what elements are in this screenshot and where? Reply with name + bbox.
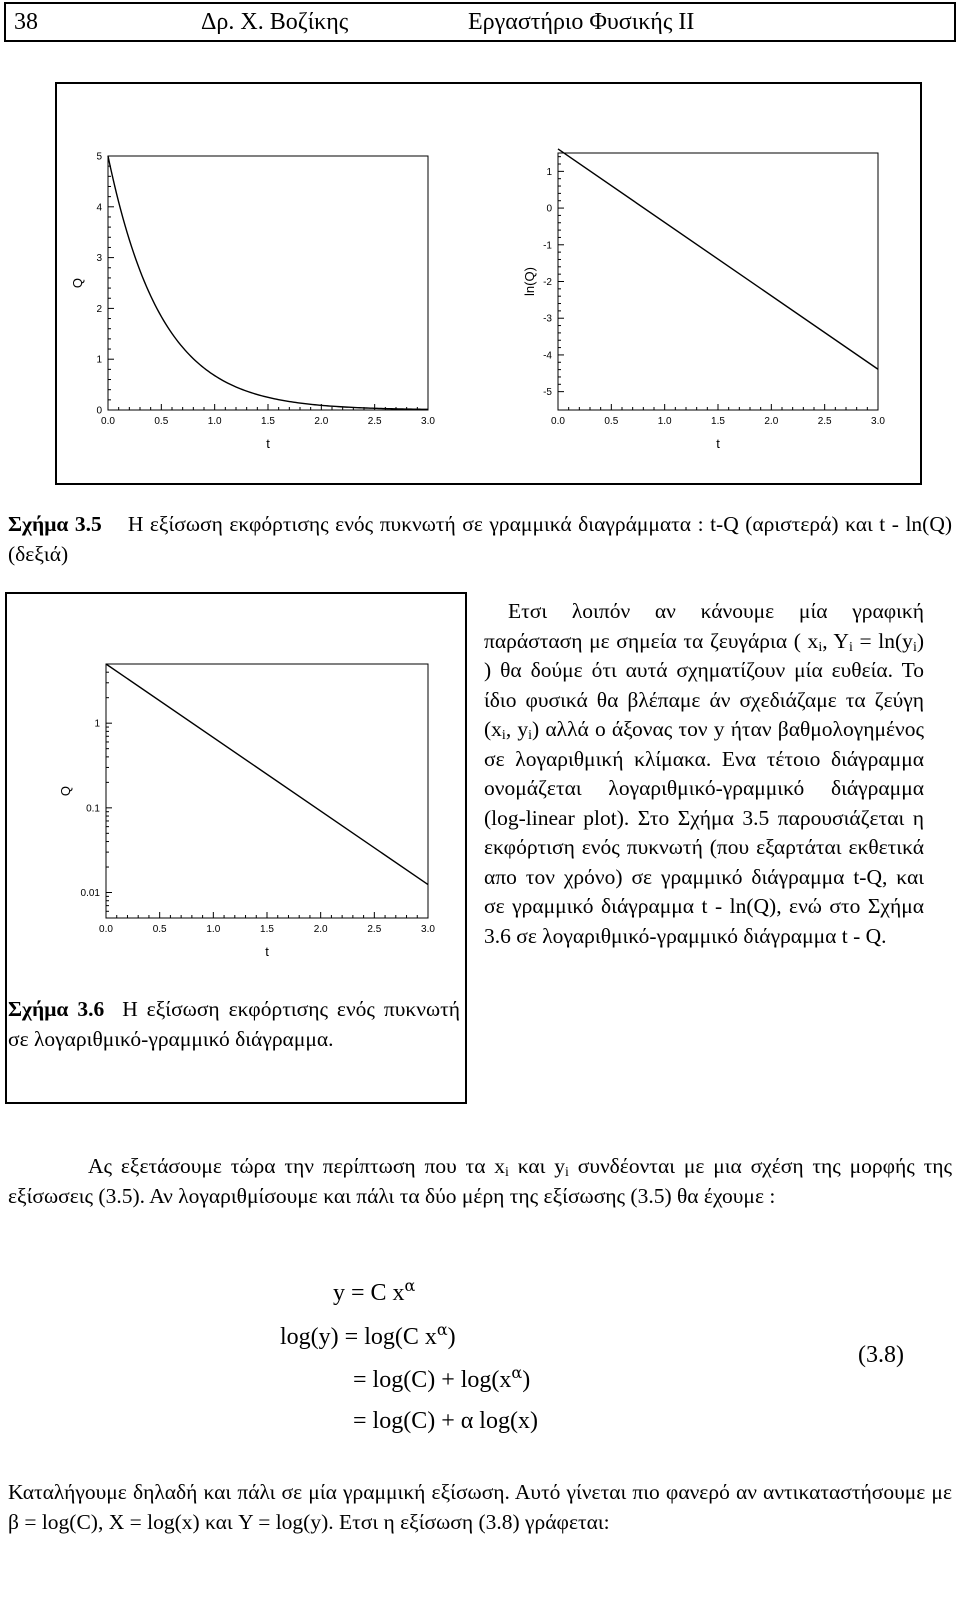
x-tick-label: 2.5 (367, 924, 382, 935)
x-tick-label: 1.5 (260, 924, 274, 935)
y-tick-label: 2 (96, 303, 102, 315)
plot-frame (108, 156, 428, 410)
y-tick-label: 0.1 (86, 803, 100, 815)
x-tick-label: 1.0 (206, 924, 221, 935)
y-tick-label: 3 (96, 253, 102, 265)
y-tick-label: -3 (543, 313, 552, 325)
equation-number: (3.8) (858, 1342, 904, 1368)
y-tick-label: 1 (546, 166, 552, 178)
y-tick-label: -5 (543, 387, 552, 399)
chart-t-q-loglinear (10, 648, 450, 968)
x-tick-label: 0.0 (101, 416, 115, 427)
equation-line-2: log(y) = log(C $x^\alpha$) (280, 1320, 456, 1350)
figure-3-6-label: Σχήμα 3.6 (8, 997, 105, 1021)
x-tick-label: 1.5 (711, 416, 725, 427)
y-tick-label: -2 (543, 277, 552, 288)
page-number: 38 (14, 9, 38, 35)
x-tick-label: 0.0 (551, 416, 565, 427)
x-tick-label: 0.5 (152, 924, 167, 935)
y-tick-label: 5 (96, 151, 102, 163)
y-tick-label: 0 (96, 405, 102, 417)
x-axis-label: t (716, 436, 720, 451)
x-tick-label: 2.5 (367, 416, 382, 427)
x-tick-label: 3.0 (421, 416, 435, 427)
series-line (106, 664, 428, 885)
equation-line-3: = $\log(C) + \log(x^\alpha)$ (353, 1363, 531, 1393)
chart-t-lnq (510, 140, 900, 460)
y-tick-label: 0 (546, 203, 552, 215)
book-title: Εργαστήριο Φυσικής ΙΙ (468, 9, 695, 35)
figure-3-5-label: Σχήμα 3.5 (8, 512, 102, 536)
y-axis-label: Q (58, 785, 73, 797)
y-tick-label: 1 (96, 354, 102, 366)
y-tick-label: 1 (94, 718, 100, 730)
x-tick-label: 1.0 (657, 416, 672, 427)
y-axis-label: Q (70, 277, 85, 289)
x-tick-label: 0.5 (604, 416, 619, 427)
x-tick-label: 3.0 (871, 416, 885, 427)
y-tick-label: 4 (96, 202, 102, 214)
figure-3-5-caption (8, 510, 952, 569)
figure-3-5-text: Η εξίσωση εκφόρτισης ενός πυκνωτή σε γραμμικά διαγράμματα : t-Q (αριστερά) και t - ln(Q) (δεξιά) (8, 512, 953, 566)
figure-3-6-caption (8, 995, 460, 1054)
equation-line-4: = log(C) + α log(x) (353, 1408, 538, 1434)
figure-3-6-text: Η εξίσωση εκφόρτισης ενός πυκνωτή σε λογαριθμικό-γραμμικό διάγραμμα. (8, 997, 461, 1051)
x-tick-label: 0.0 (99, 924, 113, 935)
y-tick-label: -1 (543, 240, 552, 252)
x-tick-label: 2.0 (313, 924, 328, 935)
chart-t-q-linear (60, 140, 450, 460)
x-axis-label: t (265, 944, 269, 959)
paragraph-loglinear: Ετσι λοιπόν αν κάνουμε μία γραφική παράσταση με σημεία τα ζευγάρια ( $x_i$, $Y_i = \ln(y_i)$ ) θα δούμε ότι αυτά σχηματίζουν μία ευθεία. Το ίδιο φυσικά θα βλέπαμε άν σχεδιάζαμε τα ζεύγη ($x_i$, $y_i$) αλλά ο άξονας τον y ήταν βαθμολογημένος σε λογαριθμική κλίμακα. Ενα τέτοιο διάγραμμα ονομάζεται λογαριθμικό-γραμμικό διάγραμμα (log-linear plot). Στο Σχήμα 3.5 παρουσιάζεται η εκφόρτιση ενός πυκνωτή (που εξαρτάται εκθετικά απο τον χρόνο) σε γραμμικό διάγραμμα t-Q, και σε γραμμικό διάγραμμα t - ln(Q), ενώ στο Σχήμα 3.6 σε λογαριθμικό-γραμμικό διάγραμμα t - Q. (484, 599, 924, 948)
x-tick-label: 0.5 (154, 416, 169, 427)
series-line (558, 149, 878, 369)
paragraph-conclusion: Καταλήγουμε δηλαδή και πάλι σε μία γραμμική εξίσωση. Αυτό γίνεται πιο φανερό αν αντικαταστήσουμε με β = log(C), X = log(x) και Y = log(y). Ετσι η εξίσωση (3.8) γράφεται: (8, 1480, 952, 1534)
y-tick-label: 0.01 (80, 888, 100, 900)
x-tick-label: 2.5 (817, 416, 832, 427)
equation-line-1: y = C $x^\alpha$ (333, 1276, 416, 1306)
x-tick-label: 2.0 (764, 416, 779, 427)
plot-frame (558, 153, 878, 410)
page-header (4, 2, 956, 42)
x-axis-label: t (266, 436, 270, 451)
x-tick-label: 3.0 (421, 924, 435, 935)
author: Δρ. Χ. Βοζίκης (201, 9, 349, 35)
plot-frame (106, 664, 428, 918)
x-tick-label: 1.0 (207, 416, 222, 427)
x-tick-label: 1.5 (261, 416, 275, 427)
series-line (108, 156, 428, 409)
x-tick-label: 2.0 (314, 416, 329, 427)
y-tick-label: -4 (543, 350, 552, 362)
paragraph-power-law: Ας εξετάσουμε τώρα την περίπτωση που τα $x_i$ και $y_i$ συνδέονται με μια σχέση της μορφής της εξίσωσεις (3.5). Αν λογαριθμίσουμε και πάλι τα δύο μέρη της εξίσωσης (3.5) θα έχουμε : (8, 1154, 953, 1208)
y-axis-label: ln(Q) (522, 267, 537, 296)
